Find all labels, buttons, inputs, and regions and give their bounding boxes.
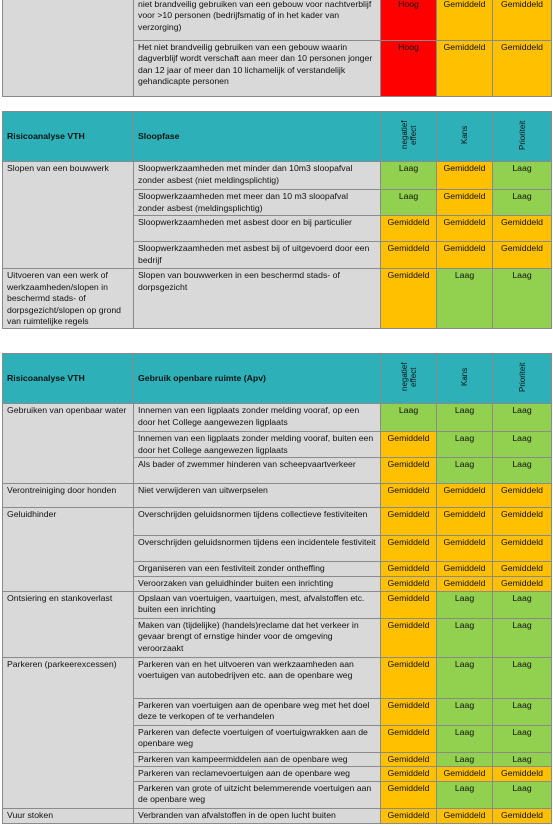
prioriteit-level-cell: Gemiddeld bbox=[493, 562, 552, 577]
effect-level-cell: Laag bbox=[381, 190, 437, 216]
prioriteit-level-cell: Gemiddeld bbox=[493, 0, 552, 41]
kans-level-cell: Gemiddeld bbox=[437, 162, 493, 190]
kans-level-cell: Gemiddeld bbox=[437, 0, 493, 41]
kans-level-cell: Laag bbox=[437, 781, 493, 808]
kans-level-cell: Laag bbox=[437, 725, 493, 752]
effect-level-cell: Gemiddeld bbox=[381, 725, 437, 752]
kans-level-cell: Gemiddeld bbox=[437, 41, 493, 97]
effect-level-cell: Gemiddeld bbox=[381, 781, 437, 808]
header-kans: Kans bbox=[460, 367, 469, 387]
effect-level-cell: Hoog bbox=[381, 0, 437, 41]
table-header-row bbox=[3, 112, 552, 162]
description-cell: Het niet brandveilig gebruiken van een gebouw waarin dagverblijf wordt verschaft aan meer dan 10 personen jonger dan 12 jaar of meer dan 10 lichamelijk of verstandelijk gehandicapte personen bbox=[134, 41, 381, 97]
prioriteit-level-cell: Gemiddeld bbox=[493, 767, 552, 781]
description-cell: Overschrijden geluidsnormen tijdens collectieve festiviteiten bbox=[134, 508, 381, 536]
table-row bbox=[3, 269, 552, 329]
effect-level-cell: Gemiddeld bbox=[381, 536, 437, 562]
effect-level-cell: Gemiddeld bbox=[381, 432, 437, 458]
kans-level-cell: Laag bbox=[437, 432, 493, 458]
description-cell: Innemen van een ligplaats zonder melding vooraf, op een door het College aangewezen ligplaats bbox=[134, 404, 381, 432]
activity-cell: Vuur stoken bbox=[3, 808, 134, 823]
description-cell: Opslaan van voertuigen, vaartuigen, mest, afvalstoffen etc. buiten een inrichting bbox=[134, 591, 381, 618]
header-prioriteit: Prioriteit bbox=[517, 362, 527, 392]
effect-level-cell: Gemiddeld bbox=[381, 484, 437, 508]
header-risicoanalyse: Risicoanalyse VTH bbox=[3, 354, 134, 404]
prioriteit-level-cell: Laag bbox=[493, 269, 552, 329]
description-cell: Sloopwerkzaamheden met asbest door en bij particulier bbox=[134, 216, 381, 242]
effect-level-cell: Gemiddeld bbox=[381, 591, 437, 618]
effect-level-cell: Gemiddeld bbox=[381, 508, 437, 536]
kans-level-cell: Laag bbox=[437, 591, 493, 618]
header-risicoanalyse: Risicoanalyse VTH bbox=[3, 112, 134, 162]
description-cell: Parkeren van reclamevoertuigen aan de openbare weg bbox=[134, 767, 381, 781]
prioriteit-level-cell: Laag bbox=[493, 190, 552, 216]
effect-level-cell: Hoog bbox=[381, 41, 437, 97]
description-cell: Parkeren van en het uitvoeren van werkzaamheden aan voertuigen van autobedrijven etc. aan de openbare weg bbox=[134, 657, 381, 698]
kans-level-cell: Gemiddeld bbox=[437, 242, 493, 269]
table-row bbox=[3, 484, 552, 508]
table-row bbox=[3, 657, 552, 698]
description-cell: Parkeren van defecte voertuigen of voertuigwrakken aan de openbare weg bbox=[134, 725, 381, 752]
header-sloopfase: Sloopfase bbox=[134, 112, 381, 162]
description-cell: Sloopwerkzaamheden met asbest bij of uitgevoerd door een bedrijf bbox=[134, 242, 381, 269]
kans-level-cell: Laag bbox=[437, 698, 493, 725]
effect-level-cell: Gemiddeld bbox=[381, 657, 437, 698]
prioriteit-level-cell: Laag bbox=[493, 458, 552, 484]
description-cell: Parkeren van voertuigen aan de openbare weg met het doel deze te verkopen of te verhandelen bbox=[134, 698, 381, 725]
description-cell: Organiseren van een festiviteit zonder ontheffing bbox=[134, 562, 381, 577]
kans-level-cell: Laag bbox=[437, 618, 493, 657]
description-cell: Parkeren van kampeermiddelen aan de openbare weg bbox=[134, 752, 381, 766]
prioriteit-level-cell: Gemiddeld bbox=[493, 41, 552, 97]
description-cell: Sloopwerkzaamheden met meer dan 10 m3 sloopafval zonder asbest (meldingsplichtig) bbox=[134, 190, 381, 216]
effect-level-cell: Gemiddeld bbox=[381, 752, 437, 766]
prioriteit-level-cell: Laag bbox=[493, 404, 552, 432]
activity-cell: Uitvoeren van een werk of werkzaamheden/slopen in beschermd stads- of dorpsgezicht/slopen op grond van ruimtelijke regels bbox=[3, 269, 134, 329]
activity-cell: Parkeren (parkeerexcessen) bbox=[3, 657, 134, 808]
kans-level-cell: Gemiddeld bbox=[437, 216, 493, 242]
prioriteit-level-cell: Gemiddeld bbox=[493, 536, 552, 562]
effect-level-cell: Laag bbox=[381, 404, 437, 432]
description-cell: Parkeren van grote of uitzicht belemmerende voertuigen aan de openbare weg bbox=[134, 781, 381, 808]
description-cell: Maken van (tijdelijke) (handels)reclame dat het verkeer in gevaar brengt of ernstige hinder voor de omgeving veroorzaakt bbox=[134, 618, 381, 657]
kans-level-cell: Gemiddeld bbox=[437, 577, 493, 591]
prioriteit-level-cell: Gemiddeld bbox=[493, 484, 552, 508]
description-cell: Niet verwijderen van uitwerpselen bbox=[134, 484, 381, 508]
table-row bbox=[3, 0, 552, 41]
kans-level-cell: Laag bbox=[437, 657, 493, 698]
activity-cell: Slopen van een bouwwerk bbox=[3, 162, 134, 269]
activity-cell: Gebruiken van openbaar water bbox=[3, 404, 134, 484]
prioriteit-level-cell: Gemiddeld bbox=[493, 808, 552, 823]
effect-level-cell: Gemiddeld bbox=[381, 618, 437, 657]
prioriteit-level-cell: Laag bbox=[493, 591, 552, 618]
activity-cell: Geluidhinder bbox=[3, 508, 134, 591]
effect-level-cell: Gemiddeld bbox=[381, 562, 437, 577]
kans-level-cell: Gemiddeld bbox=[437, 484, 493, 508]
kans-level-cell: Gemiddeld bbox=[437, 808, 493, 823]
table-header-row bbox=[3, 354, 552, 404]
description-cell: Als bader of zwemmer hinderen van scheepvaartverkeer bbox=[134, 458, 381, 484]
description-cell: Overschrijden geluidsnormen tijdens een incidentele festiviteit bbox=[134, 536, 381, 562]
table-row bbox=[3, 508, 552, 536]
header-negatief-effect: negatief effect bbox=[399, 362, 418, 392]
prioriteit-level-cell: Laag bbox=[493, 698, 552, 725]
effect-level-cell: Gemiddeld bbox=[381, 242, 437, 269]
prioriteit-level-cell: Gemiddeld bbox=[493, 216, 552, 242]
activity-cell: Ontsiering en stankoverlast bbox=[3, 591, 134, 657]
prioriteit-level-cell: Laag bbox=[493, 725, 552, 752]
effect-level-cell: Gemiddeld bbox=[381, 577, 437, 591]
prioriteit-level-cell: Laag bbox=[493, 781, 552, 808]
prioriteit-level-cell: Laag bbox=[493, 657, 552, 698]
kans-level-cell: Gemiddeld bbox=[437, 767, 493, 781]
description-cell: Innemen van een ligplaats zonder melding vooraf, buiten een door het College aangewezen ligplaats bbox=[134, 432, 381, 458]
prioriteit-level-cell: Gemiddeld bbox=[493, 242, 552, 269]
kans-level-cell: Gemiddeld bbox=[437, 536, 493, 562]
kans-level-cell: Laag bbox=[437, 458, 493, 484]
header-gebruik-openbare-ruimte: Gebruik openbare ruimte (Apv) bbox=[134, 354, 381, 404]
effect-level-cell: Gemiddeld bbox=[381, 767, 437, 781]
kans-level-cell: Laag bbox=[437, 404, 493, 432]
prioriteit-level-cell: Laag bbox=[493, 162, 552, 190]
table-row bbox=[3, 404, 552, 432]
activity-cell: Verontreiniging door honden bbox=[3, 484, 134, 508]
description-cell: Sloopwerkzaamheden met minder dan 10m3 sloopafval zonder asbest (niet meldingsplichtig) bbox=[134, 162, 381, 190]
effect-level-cell: Gemiddeld bbox=[381, 698, 437, 725]
kans-level-cell: Gemiddeld bbox=[437, 190, 493, 216]
table-row bbox=[3, 162, 552, 190]
activity-cell bbox=[3, 0, 134, 97]
risk-table-openbare-ruimte bbox=[2, 353, 552, 824]
kans-level-cell: Gemiddeld bbox=[437, 562, 493, 577]
header-prioriteit: Prioriteit bbox=[517, 120, 527, 150]
prioriteit-level-cell: Laag bbox=[493, 752, 552, 766]
kans-level-cell: Gemiddeld bbox=[437, 508, 493, 536]
description-cell: niet brandveilig gebruiken van een gebouw voor nachtverblijf voor >10 personen (bedrijfsmatig of in het kader van verzorging) bbox=[134, 0, 381, 41]
kans-level-cell: Laag bbox=[437, 269, 493, 329]
effect-level-cell: Gemiddeld bbox=[381, 458, 437, 484]
risk-table-sloopfase bbox=[2, 111, 552, 329]
prioriteit-level-cell: Laag bbox=[493, 618, 552, 657]
kans-level-cell: Laag bbox=[437, 752, 493, 766]
table-row bbox=[3, 591, 552, 618]
table-row bbox=[3, 808, 552, 823]
prioriteit-level-cell: Laag bbox=[493, 432, 552, 458]
header-negatief-effect: negatief effect bbox=[399, 120, 418, 150]
description-cell: Veroorzaken van geluidhinder buiten een inrichting bbox=[134, 577, 381, 591]
description-cell: Verbranden van afvalstoffen in de open lucht buiten bbox=[134, 808, 381, 823]
prioriteit-level-cell: Gemiddeld bbox=[493, 577, 552, 591]
effect-level-cell: Laag bbox=[381, 162, 437, 190]
effect-level-cell: Gemiddeld bbox=[381, 269, 437, 329]
risk-table-brandveiligheid bbox=[2, 0, 552, 97]
prioriteit-level-cell: Gemiddeld bbox=[493, 508, 552, 536]
effect-level-cell: Gemiddeld bbox=[381, 216, 437, 242]
effect-level-cell: Gemiddeld bbox=[381, 808, 437, 823]
header-kans: Kans bbox=[460, 125, 469, 145]
description-cell: Slopen van bouwwerken in een beschermd stads- of dorpsgezicht bbox=[134, 269, 381, 329]
